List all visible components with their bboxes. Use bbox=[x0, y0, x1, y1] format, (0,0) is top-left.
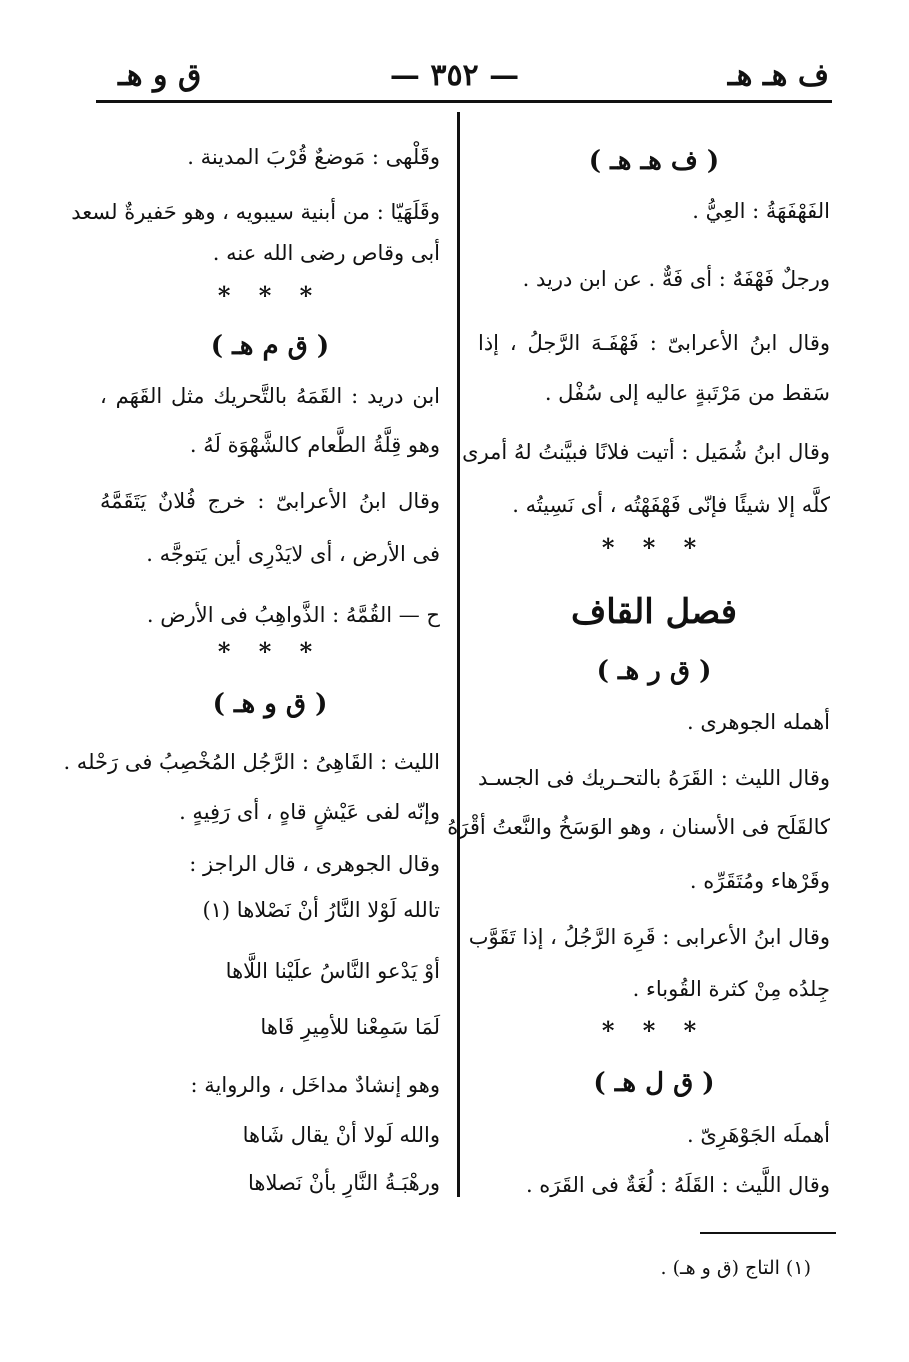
section-heading: فصل القاف bbox=[571, 592, 737, 632]
text-line: وقَلْهى : مَوضعٌ قُرْبَ المدينة . bbox=[187, 145, 440, 169]
text-line: أهملَه الجَوْهَرِىّ . bbox=[686, 1123, 830, 1147]
text-line: وهو قِلَّةُ الطَّعام كالشَّهْوَة لَهُ . bbox=[189, 433, 440, 457]
page-number: — ٣٥٢ — bbox=[389, 58, 520, 93]
text-line: ابن دريد : القَمَهُ بالتَّحريك مثل القَهَم ، bbox=[100, 384, 440, 408]
separator-stars: * * * bbox=[217, 637, 323, 666]
verse-line: تالله لَوْلا النَّارُ أنْ نَصْلاها (١) bbox=[202, 898, 440, 922]
root-heading: ( ق ر هـ ) bbox=[596, 656, 712, 686]
text-line: ورجلٌ فَهْفَهٌ : أى فَهٌّ . عن ابن دريد . bbox=[522, 267, 830, 291]
text-line: سَقط من مَرْتَبةٍ عاليه إلى سُفْل . bbox=[544, 381, 830, 405]
text-line: وإنّه لفى عَيْشٍ قاهٍ ، أى رَفِيهٍ . bbox=[179, 800, 440, 824]
column-divider bbox=[457, 112, 460, 1197]
text-line: وهو إنشادٌ مداخَل ، والرواية : bbox=[190, 1073, 440, 1097]
footnote-rule bbox=[700, 1232, 836, 1234]
verse-line: والله لَولا أنْ يقال شَاها bbox=[242, 1123, 440, 1147]
text-line: وقَرْهاء ومُتَقَرِّه . bbox=[689, 869, 830, 893]
text-line: وقال ابنُ الأعرابىّ : فَهْفَـهَ الرَّجلُ ، إذا bbox=[478, 331, 830, 355]
running-head-left: ق و هـ bbox=[118, 58, 202, 93]
text-line: وقال اللَّيث : القَلَهُ : لُغَةٌ فى القَرَه . bbox=[525, 1173, 830, 1197]
root-heading: ( ف هـ هـ ) bbox=[588, 146, 720, 176]
separator-stars: * * * bbox=[217, 281, 323, 310]
text-line: الليث : القَاهِىُ : الرَّجُل المُخْصِبُ فى رَحْله . bbox=[63, 750, 440, 774]
text-line: كالقَلَح فى الأسنان ، وهو الوَسَخُ والنَّعتُ أقْرَهُ bbox=[447, 815, 830, 839]
text-line: جِلدُه مِنْ كثرة القُوباء . bbox=[632, 977, 830, 1001]
root-heading: ( ق م هـ ) bbox=[210, 331, 330, 361]
text-line: كلَّه إلا شيئًا فإنّى فَهْفَهْتُه ، أى نَسِيتُه . bbox=[512, 493, 830, 517]
text-line: ح — القُمَّهُ : الذَّواهِبُ فى الأرض . bbox=[146, 603, 440, 627]
text-line: وقال ابنُ الأعرابىّ : خرج فُلانٌ يَتَقَمَّهُ bbox=[100, 489, 440, 513]
root-heading: ( ق ل هـ ) bbox=[593, 1068, 715, 1098]
text-line: أبى وقاص رضى الله عنه . bbox=[212, 241, 440, 265]
root-heading: ( ق و هـ ) bbox=[212, 689, 328, 719]
verse-line: أوْ يَدْعو النَّاسُ علَيْنا اللَّاها bbox=[225, 959, 440, 983]
text-line: فى الأرض ، أى لايَدْرِى أين يَتوجَّه . bbox=[146, 542, 440, 566]
text-line: الفَهْفَهَةُ : العِيُّ . bbox=[692, 199, 830, 223]
text-line: وقال ابنُ شُمَيل : أتيت فلانًا فبيَّنتُ لهُ أمرى bbox=[462, 440, 830, 464]
header-rule bbox=[96, 100, 832, 103]
verse-line: لَمَا سَمِعْنا للأمِيرِ قَاها bbox=[260, 1015, 440, 1039]
separator-stars: * * * bbox=[601, 1016, 707, 1045]
separator-stars: * * * bbox=[601, 533, 707, 562]
text-line: وقال ابنُ الأعرابى : قَرِهَ الرَّجُلُ ، إذا تَقَوَّب bbox=[468, 925, 830, 949]
text-line: أهمله الجوهرى . bbox=[686, 710, 830, 734]
footnote: (١) التاج (ق و هـ) . bbox=[660, 1257, 811, 1279]
text-line: وقال الليث : القَرَهُ بالتحـريك فى الجسـد bbox=[478, 766, 830, 790]
running-head-right: ف هـ هـ bbox=[727, 58, 829, 93]
verse-line: ورهْبَـةُ النَّارِ بأنْ نَصلاها bbox=[248, 1171, 440, 1195]
text-line: وقال الجوهرى ، قال الراجز : bbox=[189, 852, 440, 876]
text-line: وقَلَهَيّا : من أبنية سيبويه ، وهو حَفيرةٌ لسعد bbox=[71, 200, 440, 224]
